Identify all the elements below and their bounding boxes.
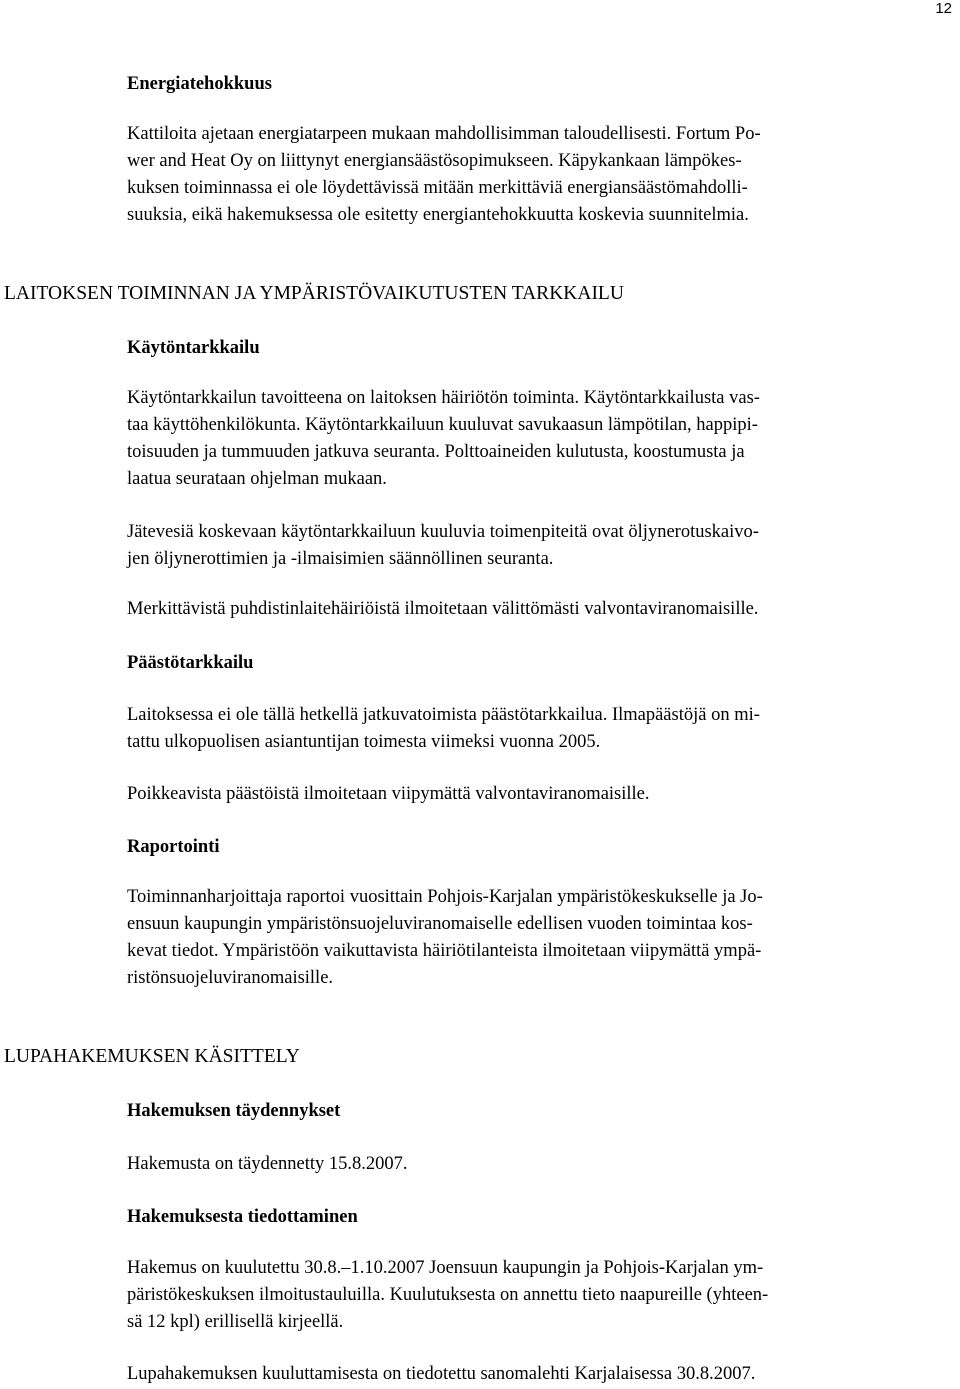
text-line: ristönsuojeluviranomaisille. xyxy=(127,968,334,988)
paragraph-kayttotarkkailu-3: Merkittävistä puhdistinlaitehäiriöistä ilmoitetaan välittömästi valvontaviranomaisille. xyxy=(127,599,759,619)
paragraph-paastotarkkailu-2: Poikkeavista päästöistä ilmoitetaan viipymättä valvontaviranomaisille. xyxy=(127,784,650,804)
text-line: Hakemus on kuulutettu 30.8.–1.10.2007 Joensuun kaupungin ja Pohjois-Karjalan ym- xyxy=(127,1258,764,1278)
text-line: Käytöntarkkailun tavoitteena on laitoksen häiriötön toiminta. Käytöntarkkailusta vas- xyxy=(127,388,760,408)
text-line: kevat tiedot. Ympäristöön vaikuttavista häiriötilanteista ilmoitetaan viipymättä ympä- xyxy=(127,941,762,961)
paragraph-raportointi xyxy=(127,884,917,992)
heading-tarkkailu: LAITOKSEN TOIMINNAN JA YMPÄRISTÖVAIKUTUSTEN TARKKAILU xyxy=(4,283,624,304)
paragraph-tiedottaminen-2: Lupahakemuksen kuuluttamisesta on tiedotettu sanomalehti Karjalaisessa 30.8.2007. xyxy=(127,1364,756,1384)
text-line: ensuun kaupungin ympäristönsuojeluviranomaiselle edellisen vuoden toimintaa kos- xyxy=(127,914,753,934)
paragraph-taydennykset: Hakemusta on täydennetty 15.8.2007. xyxy=(127,1154,408,1174)
text-line: kuksen toiminnassa ei ole löydettävissä mitään merkittäviä energiansäästömahdolli- xyxy=(127,178,748,198)
heading-paastotarkkailu: Päästötarkkailu xyxy=(127,653,254,673)
text-line: suuksia, eikä hakemuksessa ole esitetty energiantehokkuutta koskevia suunnitelmia. xyxy=(127,205,749,225)
text-line: jen öljynerottimien ja -ilmaisimien säännöllinen seuranta. xyxy=(127,549,554,569)
heading-energiatehokkuus: Energiatehokkuus xyxy=(127,74,272,94)
text-line: sä 12 kpl) erillisellä kirjeellä. xyxy=(127,1312,344,1332)
text-line: Laitoksessa ei ole tällä hetkellä jatkuvatoimista päästötarkkailua. Ilmapäästöjä on mi- xyxy=(127,705,760,725)
heading-kayttotarkkailu: Käytöntarkkailu xyxy=(127,338,260,358)
paragraph-kayttotarkkailu-2 xyxy=(127,519,917,573)
text-line: Toiminnanharjoittaja raportoi vuosittain Pohjois-Karjalan ympäristökeskukselle ja Jo- xyxy=(127,887,763,907)
heading-kasittely: LUPAHAKEMUKSEN KÄSITTELY xyxy=(4,1046,300,1067)
text-line: Jätevesiä koskevaan käytöntarkkailuun kuuluvia toimenpiteitä ovat öljynerotuskaivo- xyxy=(127,522,759,542)
heading-tiedottaminen: Hakemuksesta tiedottaminen xyxy=(127,1207,358,1227)
paragraph-energiatehokkuus xyxy=(127,121,917,229)
text-line: toisuuden ja tummuuden jatkuva seuranta. Polttoaineiden kulutusta, koostumusta ja xyxy=(127,442,745,462)
heading-taydennykset: Hakemuksen täydennykset xyxy=(127,1101,341,1121)
text-line: Kattiloita ajetaan energiatarpeen mukaan mahdollisimman taloudellisesti. Fortum Po- xyxy=(127,124,761,144)
paragraph-kayttotarkkailu-1 xyxy=(127,385,917,493)
text-line: wer and Heat Oy on liittynyt energiansäästösopimukseen. Käpykankaan lämpökes- xyxy=(127,151,742,171)
text-line: päristökeskuksen ilmoitustauluilla. Kuulutuksesta on annettu tieto naapureille (yhteen- xyxy=(127,1285,769,1305)
page-number: 12 xyxy=(935,0,952,17)
paragraph-tiedottaminen-1 xyxy=(127,1255,917,1336)
text-line: laatua seurataan ohjelman mukaan. xyxy=(127,469,387,489)
text-line: taa käyttöhenkilökunta. Käytöntarkkailuun kuuluvat savukaasun lämpötilan, happipi- xyxy=(127,415,758,435)
text-line: tattu ulkopuolisen asiantuntijan toimesta viimeksi vuonna 2005. xyxy=(127,732,601,752)
heading-raportointi: Raportointi xyxy=(127,837,220,857)
paragraph-paastotarkkailu-1 xyxy=(127,702,917,756)
